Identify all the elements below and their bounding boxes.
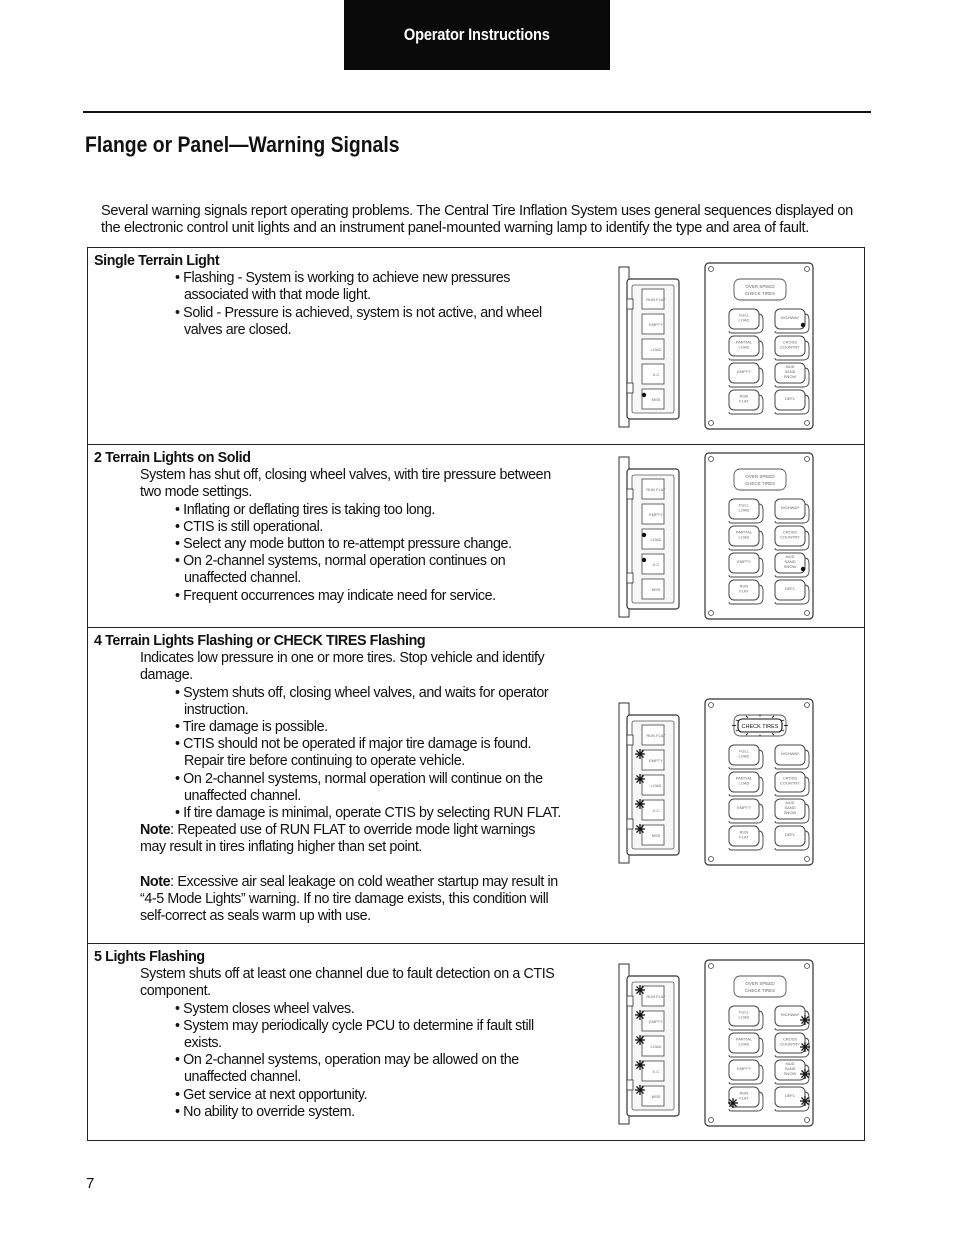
controller-diagram (615, 451, 819, 623)
panel-button-label: MUD (785, 554, 795, 559)
warning-lamp (734, 279, 786, 300)
panel-button-label: PARTIAL (735, 775, 753, 781)
panel-button-label: FLAT (739, 834, 749, 840)
panel-button-label: EMPTY (737, 369, 751, 374)
panel-button-label: LOAD (738, 317, 750, 323)
warning-lamp (734, 976, 786, 997)
lit-indicator-icon (801, 323, 805, 327)
flange-button-label: LOAD (650, 1044, 662, 1049)
flash-icon (800, 1096, 810, 1106)
flange-button-label: MSS (651, 587, 661, 592)
flange-button-label: LOAD (650, 783, 662, 788)
panel-button-label: DEFL (784, 1093, 796, 1098)
panel-button-label: EMPTY (737, 559, 751, 564)
lit-indicator-icon (801, 567, 805, 571)
panel-button-label: CROSS (782, 775, 798, 781)
note-text (94, 874, 564, 926)
row-heading: 5 Lights Flashing (94, 949, 205, 965)
row-text (94, 450, 564, 605)
table-row (88, 248, 864, 445)
flange-button-label: LOAD (650, 537, 662, 542)
bullet-item: • On 2-channel systems, normal operation will continue on the unaffected channel. (175, 770, 543, 804)
panel-button-label: PARTIAL (735, 1036, 753, 1042)
panel-button-label: LOAD (738, 753, 750, 759)
table-row (88, 445, 864, 628)
panel-button-label: LOAD (738, 534, 750, 540)
panel-button-label: LOAD (738, 1041, 750, 1047)
row-text (94, 633, 564, 925)
bullet-item: • Frequent occurrences may indicate need for service. (175, 587, 496, 604)
flange-button-label: RUN FLAT (646, 487, 666, 492)
flash-icon (800, 1015, 810, 1025)
panel-button-label: COUNTRY (780, 534, 800, 540)
table-row (88, 628, 864, 944)
panel-button-label: MUD (785, 1061, 795, 1066)
warning-label: OVER SPEED (745, 474, 775, 479)
panel-button-label: FLAT (739, 398, 749, 404)
table-row (88, 944, 864, 1141)
flange-button-label: MSS (651, 1094, 661, 1099)
panel-button-label: SNOW (783, 1071, 797, 1076)
description-text: System shuts off at least one channel due to fault detection on a CTIS component. (140, 966, 555, 1000)
panel-button-label: DEFL (784, 832, 796, 837)
flange-tab (627, 819, 633, 829)
flange-button-label: X-C (652, 372, 660, 377)
bullet-item: • System closes wheel valves. (175, 1000, 355, 1017)
note-body: : Excessive air seal leakage on cold weather startup may result in “4-5 Mode Lights” warning. If no tire damage exists, this condition will self-correct as seals warm up with use. (140, 873, 558, 925)
panel-button-label: HIGHWAY (780, 315, 800, 320)
panel-button-label: MUD (785, 364, 795, 369)
panel-button-label: RUN (739, 829, 749, 835)
check-tires-label: CHECK TIRES (741, 724, 779, 730)
note-label: Note (140, 822, 171, 839)
panel-button-label: LOAD (738, 780, 750, 786)
panel-button-label: SAND (784, 369, 796, 374)
bullet-item: • No ability to override system. (175, 1103, 355, 1120)
bullet-item: • On 2-channel systems, normal operation continues on unaffected channel. (175, 553, 506, 587)
lit-indicator-icon (642, 393, 646, 397)
warning-label: CHECK TIRES (744, 988, 776, 993)
row-heading: 2 Terrain Lights on Solid (94, 450, 251, 466)
warning-signals-table (87, 247, 865, 1141)
flash-icon (635, 985, 645, 995)
panel-button-label: FULL (739, 748, 749, 754)
panel-button-label: LOAD (738, 344, 750, 350)
flash-icon (635, 1035, 645, 1045)
bullet-item: • On 2-channel systems, operation may be allowed on the unaffected channel. (175, 1052, 519, 1086)
bullet-item: • CTIS should not be operated if major tire damage is found. Repair tire before continuing to operate vehicle. (175, 736, 532, 770)
panel-button-label: LOAD (738, 507, 750, 513)
description-text: Indicates low pressure in one or more tires. Stop vehicle and identify damage. (140, 650, 545, 684)
row-heading: Single Terrain Light (94, 253, 220, 269)
panel-button-label: FULL (739, 502, 749, 508)
lit-indicator-icon (642, 533, 646, 537)
flange-button-label: RUN FLAT (646, 297, 666, 302)
panel-button-label: COUNTRY (780, 1041, 800, 1047)
bullet-item: • CTIS is still operational. (175, 518, 323, 535)
panel-button-label: RUN (739, 583, 749, 589)
flange-tab (627, 383, 633, 393)
warning-label: OVER SPEED (745, 284, 775, 289)
lit-indicator-icon (642, 558, 646, 562)
panel-button-label: SNOW (783, 374, 797, 379)
flange-button-label: X-C (652, 808, 660, 813)
flash-icon (635, 774, 645, 784)
controller-diagram (615, 261, 819, 433)
panel-button-label: COUNTRY (780, 780, 800, 786)
spacer (94, 857, 564, 874)
flash-icon (635, 1060, 645, 1070)
panel-button-label: CROSS (782, 1036, 798, 1042)
flange-button-label: EMPTY (649, 512, 663, 517)
flange-button-label: RUN FLAT (646, 733, 666, 738)
panel-button-label: HIGHWAY (780, 505, 800, 510)
section-header-tab (344, 0, 610, 70)
flash-icon (635, 1085, 645, 1095)
controller-diagram (615, 697, 819, 869)
flange-button-label: X-C (652, 1069, 660, 1074)
flange-tab (627, 1080, 633, 1090)
panel-button-label: HIGHWAY (780, 751, 800, 756)
page-number: 7 (86, 1175, 95, 1192)
flash-icon (728, 1098, 738, 1108)
panel-button-label: SAND (784, 559, 796, 564)
bullet-item: • Solid - Pressure is achieved, system is not active, and wheel valves are closed. (175, 304, 542, 338)
warning-label: OVER SPEED (745, 981, 775, 986)
page-title: Flange or Panel—Warning Signals (85, 132, 400, 157)
flange-tab (627, 996, 633, 1006)
panel-button-label: SNOW (783, 564, 797, 569)
panel-button-label: CROSS (782, 339, 798, 345)
warning-label: CHECK TIRES (744, 481, 776, 486)
flange-tab (627, 489, 633, 499)
bullet-item: • System shuts off, closing wheel valves, and waits for operator instruction. (175, 684, 549, 718)
row-heading: 4 Terrain Lights Flashing or CHECK TIRES Flashing (94, 633, 426, 649)
header-rule (83, 111, 871, 113)
bullet-item: • Get service at next opportunity. (175, 1086, 368, 1103)
flash-icon (800, 1069, 810, 1079)
flash-icon (635, 824, 645, 834)
flash-icon (800, 1042, 810, 1052)
note-body: : Repeated use of RUN FLAT to override mode light warnings may result in tires inflating higher than set point. (140, 822, 536, 856)
panel-button-label: SAND (784, 1066, 796, 1071)
panel-button-label: PARTIAL (735, 529, 753, 535)
note-text (94, 822, 564, 856)
description-text: System has shut off, closing wheel valves, with tire pressure between two mode settings. (140, 467, 551, 501)
panel-button-label: FLAT (739, 588, 749, 594)
row-text (94, 949, 564, 1121)
controller-diagram (615, 958, 819, 1130)
panel-button-label: PARTIAL (735, 339, 753, 345)
bullet-item: • Tire damage is possible. (175, 719, 328, 736)
flange-tab (627, 735, 633, 745)
flange-button-label: LOAD (650, 347, 662, 352)
flash-icon (635, 799, 645, 809)
flange-button-label: MSS (651, 397, 661, 402)
panel-button-label: FULL (739, 1009, 749, 1015)
flash-icon (635, 1010, 645, 1020)
panel-button-label: CROSS (782, 529, 798, 535)
bullet-item: • System may periodically cycle PCU to determine if fault still exists. (175, 1017, 534, 1052)
row-text (94, 253, 564, 339)
panel-button-label: FULL (739, 312, 749, 318)
flash-icon (635, 749, 645, 759)
panel-button-label: MUD (785, 800, 795, 805)
panel-button-label: EMPTY (737, 805, 751, 810)
warning-lamp (734, 469, 786, 490)
panel-button-label: DEFL (784, 586, 796, 591)
panel-button-label: EMPTY (737, 1066, 751, 1071)
panel-button-label: DEFL (784, 396, 796, 401)
intro-paragraph: Several warning signals report operating problems. The Central Tire Inflation System uses general sequences displayed on the electronic control unit lights and an instrument panel-mounted warning lamp to identify the type and area of fault. (101, 203, 853, 236)
panel-button-label: SNOW (783, 810, 797, 815)
flange-button-label: EMPTY (649, 322, 663, 327)
flange-tab (627, 299, 633, 309)
bullet-item: • Flashing - System is working to achieve new pressures associated with that mode light. (175, 270, 511, 304)
flange-button-label: RUN FLAT (646, 994, 666, 999)
panel-button-label: HIGHWAY (780, 1012, 800, 1017)
flange-button-label: X-C (652, 562, 660, 567)
panel-button-label: COUNTRY (780, 344, 800, 350)
panel-button-label: SAND (784, 805, 796, 810)
flange-button-label: MSS (651, 833, 661, 838)
section-header-label: Operator Instructions (404, 25, 550, 44)
panel-button-label: RUN (739, 393, 749, 399)
flange-button-label: EMPTY (649, 1019, 663, 1024)
bullet-item: • If tire damage is minimal, operate CTIS by selecting RUN FLAT. (175, 805, 561, 822)
panel-button-label: LOAD (738, 1014, 750, 1020)
flange-tab (627, 573, 633, 583)
flange-button-label: EMPTY (649, 758, 663, 763)
bullet-item: • Select any mode button to re-attempt pressure change. (175, 536, 512, 553)
panel-button-label: FLAT (739, 1095, 749, 1101)
warning-label: CHECK TIRES (744, 291, 776, 296)
bullet-item: • Inflating or deflating tires is taking too long. (175, 501, 435, 518)
panel-button-label: RUN (739, 1090, 749, 1096)
note-label: Note (140, 873, 171, 890)
